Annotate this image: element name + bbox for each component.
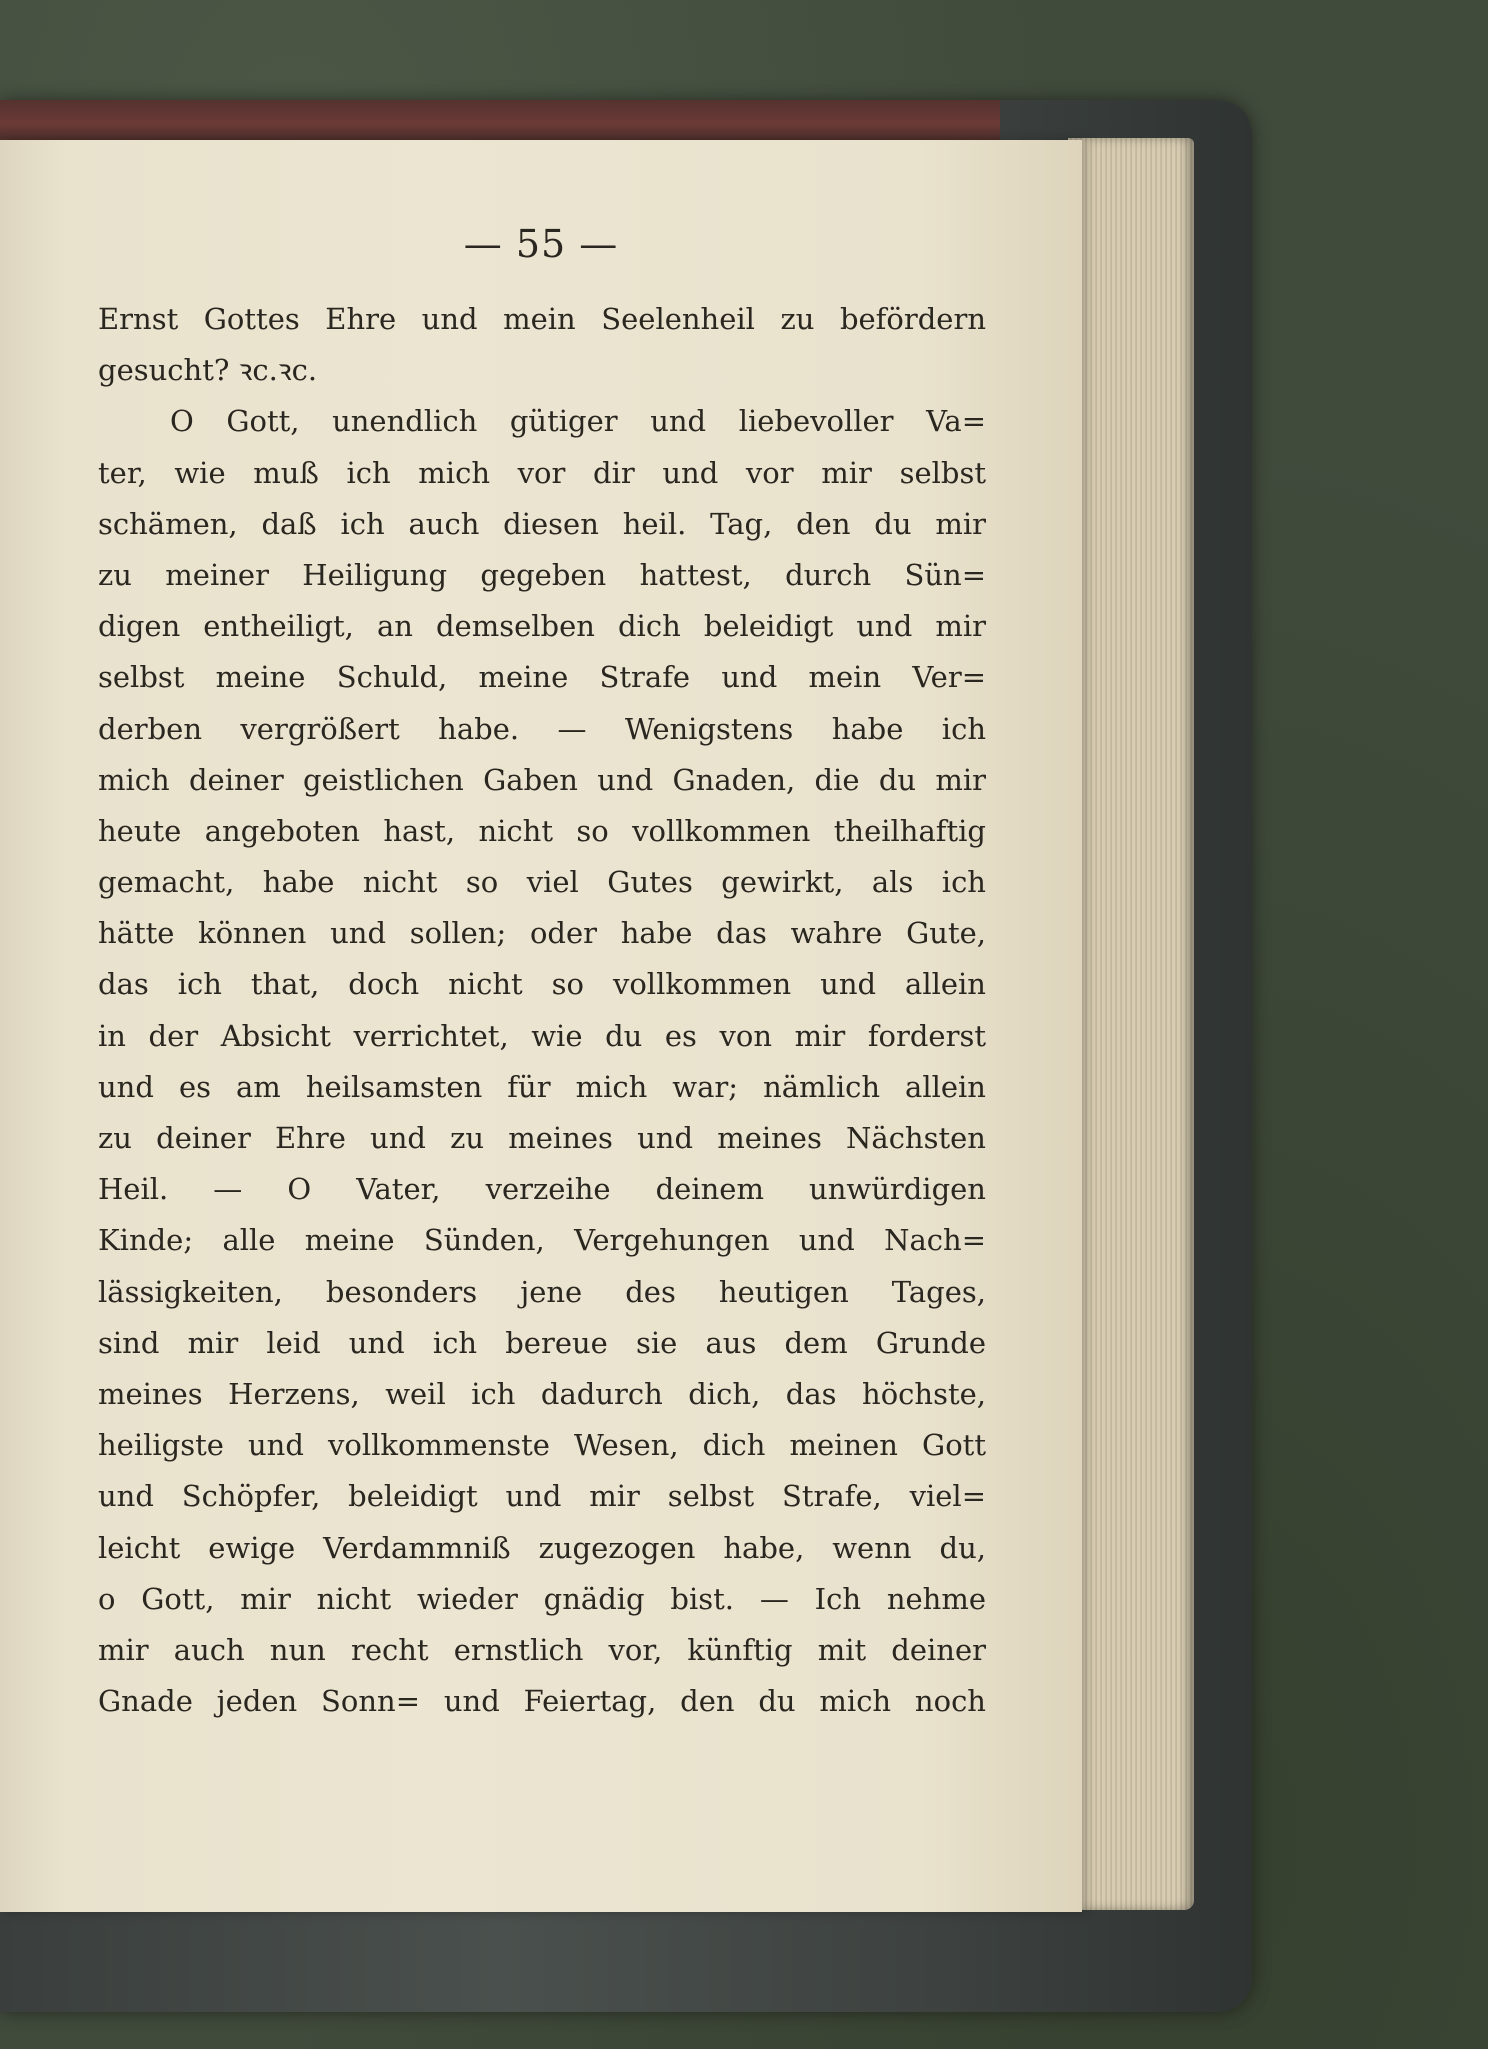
text-line: derben vergrößert habe. — Wenigstens habe ich — [98, 711, 986, 746]
page-number: — 55 — — [463, 222, 619, 266]
text-line: und Schöpfer, beleidigt und mir selbst Strafe, viel= — [98, 1479, 986, 1514]
text-line: meines Herzens, weil ich dadurch dich, das höchste, — [98, 1376, 986, 1411]
page-text — [98, 294, 986, 1727]
text-line: zu meiner Heiligung gegeben hattest, durch Sün= — [98, 557, 986, 592]
page-edges — [1068, 138, 1194, 1910]
text-line: zu deiner Ehre und zu meines und meines Nächsten — [98, 1121, 986, 1155]
text-line: selbst meine Schuld, meine Strafe und mein Ver= — [98, 660, 986, 695]
text-line: schämen, daß ich auch diesen heil. Tag, den du mir — [98, 506, 986, 541]
text-line: und es am heilsamsten für mich war; nämlich allein — [98, 1069, 986, 1104]
text-line: O Gott, unendlich gütiger und liebevoller Va= — [170, 404, 986, 439]
text-line: heute angeboten hast, nicht so vollkommen theilhaftig — [98, 813, 986, 848]
text-line: mich deiner geistlichen Gaben und Gnaden, die du mir — [98, 762, 986, 797]
text-line: Heil. — O Vater, verzeihe deinem unwürdigen — [98, 1172, 986, 1207]
text-line: das ich that, doch nicht so vollkommen und allein — [98, 967, 986, 1002]
text-line: heiligste und vollkommenste Wesen, dich meinen Gott — [98, 1428, 986, 1463]
text-line: Kinde; alle meine Sünden, Vergehungen und Nach= — [98, 1223, 986, 1258]
text-line: in der Absicht verrichtet, wie du es von mir forderst — [98, 1018, 986, 1053]
text-line: o Gott, mir nicht wieder gnädig bist. — Ich nehme — [98, 1581, 986, 1616]
text-line: hätte können und sollen; oder habe das wahre Gute, — [98, 916, 986, 951]
text-line: leicht ewige Verdammniß zugezogen habe, wenn du, — [98, 1530, 986, 1565]
text-line: Gnade jeden Sonn= und Feiertag, den du mich noch — [98, 1684, 986, 1719]
text-line: gemacht, habe nicht so viel Gutes gewirkt, als ich — [98, 865, 986, 900]
text-line: Ernst Gottes Ehre und mein Seelenheil zu befördern — [98, 302, 986, 336]
book-cover-top-edge — [0, 100, 1000, 140]
text-line: ter, wie muß ich mich vor dir und vor mir selbst — [98, 455, 986, 490]
text-line: lässigkeiten, besonders jene des heutigen Tages, — [98, 1274, 986, 1309]
text-line: gesucht? ꝛc.ꝛc. — [98, 353, 318, 388]
text-line: digen entheiligt, an demselben dich beleidigt und mir — [98, 609, 986, 644]
text-line: sind mir leid und ich bereue sie aus dem Grunde — [98, 1325, 986, 1360]
text-line: mir auch nun recht ernstlich vor, künftig mit deiner — [98, 1632, 986, 1667]
